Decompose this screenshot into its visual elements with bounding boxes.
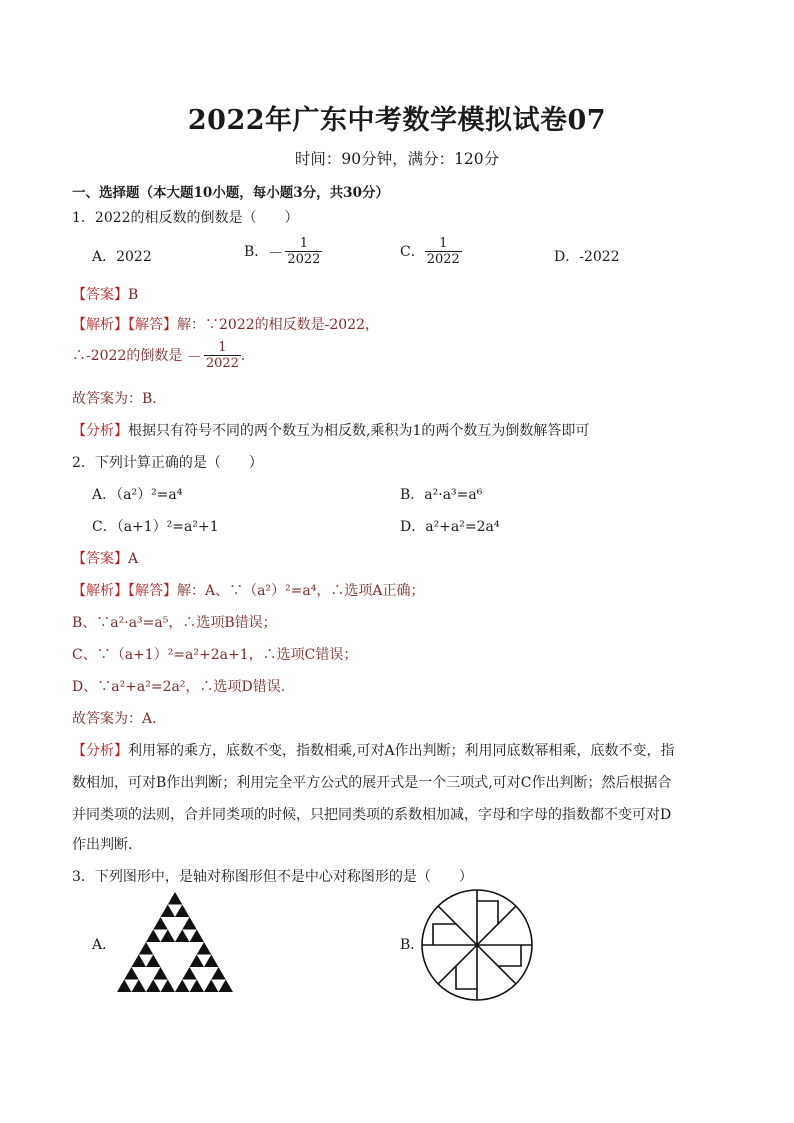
numerator: 1 [218, 340, 227, 355]
explanation-tag: 【解析】【解答】 [72, 317, 177, 333]
answer-tag: 【答案】 [72, 287, 128, 303]
exam-info: 时间：90分钟，满分：120分 [294, 150, 500, 168]
pinwheel-arm [456, 966, 477, 989]
q2-analysis-3: 并同类项的法则，合并同类项的时候，只把同类项的系数相加减，字母和字母的指数都不变可对D [72, 807, 672, 823]
sierpinski-triangle-figure [114, 890, 236, 994]
q2-option-c: C．（a+1）²=a²+1 [92, 519, 219, 535]
q2-analysis-4: 作出判断. [72, 837, 133, 853]
answer-value: B [128, 287, 139, 303]
q1-explanation-1 [72, 314, 379, 334]
pinwheel-arm [477, 901, 498, 924]
q2-explanation-3: C、∵（a+1）²=a²+2a+1，∴选项C错误； [72, 647, 358, 663]
period: . [240, 348, 246, 364]
explanation-tag: 【解析】【解答】 [72, 583, 177, 599]
q1-option-b-label: B． [244, 244, 269, 260]
analysis-text: 利用幂的乘方，底数不变，指数相乘,可对A作出判断；利用同底数幂相乘，底数不变，指 [128, 743, 675, 759]
pinwheel-arm [498, 945, 521, 966]
q1-option-a: A．2022 [92, 249, 152, 265]
pinwheel-circle-figure [420, 888, 534, 1002]
q2-analysis-2: 数相加，可对B作出判断；利用完全平方公式的展开式是一个三项式,可对C作出判断；然后根据合 [72, 775, 672, 791]
q3-stem: 3．下列图形中，是轴对称图形但不是中心对称图形的是（ ） [72, 869, 473, 885]
analysis-tag: 【分析】 [72, 423, 128, 439]
denominator: 2022 [426, 252, 460, 267]
q2-explanation-2: B、∵a²·a³=a⁵，∴选项B错误； [72, 615, 277, 631]
page-title: 2022年广东中考数学模拟试卷07 [187, 105, 607, 136]
numerator: 1 [299, 236, 308, 251]
q2-stem: 2．下列计算正确的是（ ） [72, 455, 263, 471]
q1-option-c-label: C． [400, 244, 425, 260]
q1-explanation-2 [72, 340, 245, 372]
explanation-text: ∴-2022的倒数是 [72, 348, 183, 364]
q1-option-c [400, 236, 462, 268]
pinwheel-arm [433, 924, 456, 945]
q2-option-d: D．a²+a²=2a⁴ [400, 519, 500, 535]
minus-sign: － [268, 243, 284, 262]
explanation-text: 解：∵2022的相反数是-2022， [177, 317, 379, 333]
q1-analysis [72, 420, 589, 440]
section-heading: 一、选择题（本大题10小题，每小题3分，共30分） [72, 185, 389, 201]
q2-explanation-4: D、∵a²+a²=2a²，∴选项D错误. [72, 679, 286, 695]
denominator: 2022 [287, 252, 321, 267]
q2-option-a: A．（a²）²=a⁴ [92, 487, 183, 503]
numerator: 1 [439, 236, 448, 251]
q1-stem: 1．2022的相反数的倒数是（ ） [72, 210, 299, 226]
q3-option-b-label: B． [400, 937, 425, 953]
minus-sign: － [186, 347, 202, 366]
explanation-fraction [204, 340, 241, 372]
q1-option-d: D．-2022 [554, 249, 620, 265]
q2-explanation-1 [72, 580, 424, 600]
q1-option-b [244, 236, 322, 268]
answer-tag: 【答案】 [72, 551, 128, 567]
explanation-text: 解：A、∵（a²）²=a⁴，∴选项A正确； [177, 583, 425, 599]
analysis-tag: 【分析】 [72, 743, 128, 759]
q1-answer [72, 284, 138, 304]
analysis-text: 根据只有符号不同的两个数互为相反数,乘积为1的两个数互为倒数解答即可 [128, 423, 590, 439]
q2-answer [72, 548, 138, 568]
q1-conclusion: 故答案为：B. [72, 391, 157, 407]
q2-conclusion: 故答案为：A. [72, 711, 157, 727]
q2-analysis-1 [72, 740, 675, 760]
q1-option-b-fraction [285, 236, 322, 268]
denominator: 2022 [205, 356, 239, 371]
q2-option-b: B．a²·a³=a⁶ [400, 487, 483, 503]
q3-option-a-label: A． [92, 937, 117, 953]
answer-value: A [128, 551, 139, 567]
q1-option-c-fraction [425, 236, 462, 268]
